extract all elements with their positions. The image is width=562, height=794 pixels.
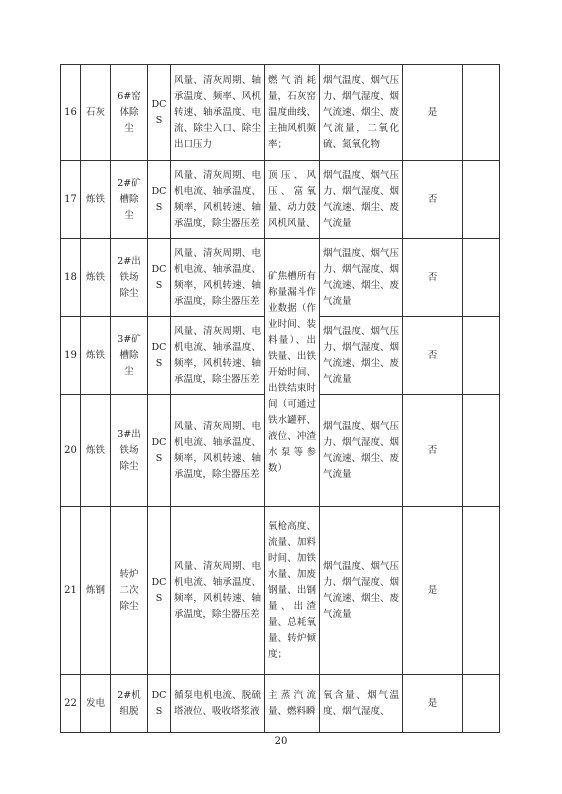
row-number: 21	[61, 507, 81, 675]
system-cell: DC S	[148, 395, 171, 507]
params-cell: 风量、清灰周期、轴承温度、频率、风机转速、轴承温度、电流、除尘入口、除尘出口压力	[171, 65, 265, 161]
params-cell: 风量、清灰周期、电机电流、轴承温度、频率，风机转速、轴承温度，除尘器压差	[171, 395, 265, 507]
params-cell: 风量、清灰周期、电机电流、轴承温度、频率，风机转速、轴承温度，除尘器压差	[171, 507, 265, 675]
monitoring-table	[60, 64, 500, 733]
process-cell-merged: 矿焦槽所有称量漏斗作业数据（作业时间、装料量）、出铁量、出铁开始时间、出铁结束时间（可通过铁水罐秤、液位、冲渣水泵等参数）	[265, 239, 320, 507]
params-cell: 风量、清灰周期、电机电流、轴承温度、频率，风机转速、轴承温度，除尘器压差	[171, 239, 265, 317]
industry-cell: 炼铁	[81, 161, 111, 239]
emission-cell: 烟气温度、烟气压力、烟气湿度、烟气流速、烟尘、废气流量	[320, 317, 403, 395]
system-cell: DC S	[148, 675, 171, 733]
facility-cell: 2#机 组脱	[111, 675, 148, 733]
row-number: 20	[61, 395, 81, 507]
facility-cell: 3#出 铁场 除尘	[111, 395, 148, 507]
industry-cell: 炼铁	[81, 239, 111, 317]
process-cell: 氧枪高度、流量、加料时间、加铁水量、加废钢量、出钢量、出渣量、总耗氧量、转炉倾度；	[265, 507, 320, 675]
facility-cell: 3#矿 槽除 尘	[111, 317, 148, 395]
process-cell: 主蒸汽流量、燃料瞬	[265, 675, 320, 733]
system-cell: DC S	[148, 161, 171, 239]
flag-cell: 是	[403, 675, 463, 733]
empty-cell	[463, 317, 500, 395]
page-number: 20	[274, 736, 288, 747]
system-cell: DC S	[148, 317, 171, 395]
row-number: 19	[61, 317, 81, 395]
row-number: 18	[61, 239, 81, 317]
table-row	[61, 239, 500, 317]
table-row	[61, 507, 500, 675]
empty-cell	[463, 65, 500, 161]
industry-cell: 发电	[81, 675, 111, 733]
system-cell: DC S	[148, 65, 171, 161]
row-number: 17	[61, 161, 81, 239]
facility-cell: 2#出 铁场 除尘	[111, 239, 148, 317]
emission-cell: 烟气温度、烟气压力、烟气湿度、烟气流速、烟尘、废气流量	[320, 507, 403, 675]
system-cell: DC S	[148, 239, 171, 317]
industry-cell: 石灰	[81, 65, 111, 161]
flag-cell: 是	[403, 65, 463, 161]
flag-cell: 是	[403, 507, 463, 675]
empty-cell	[463, 675, 500, 733]
params-cell: 循泵电机电流、脱硫塔液位、吸收塔浆液	[171, 675, 265, 733]
empty-cell	[463, 239, 500, 317]
industry-cell: 炼铁	[81, 317, 111, 395]
flag-cell: 否	[403, 161, 463, 239]
row-number: 22	[61, 675, 81, 733]
system-cell: DC S	[148, 507, 171, 675]
empty-cell	[463, 395, 500, 507]
process-cell: 燃气消耗量，石灰窑温度曲线、主抽风机频率；	[265, 65, 320, 161]
process-cell: 顶压、风压、富氧量、动力鼓风机风量、	[265, 161, 320, 239]
empty-cell	[463, 507, 500, 675]
industry-cell: 炼钢	[81, 507, 111, 675]
flag-cell: 否	[403, 317, 463, 395]
facility-cell: 2#矿 槽除 尘	[111, 161, 148, 239]
facility-cell: 6#窑 体除 尘	[111, 65, 148, 161]
table-row	[61, 65, 500, 161]
emission-cell: 烟气温度、烟气压力、烟气湿度、烟气流速、烟尘、废气流量	[320, 161, 403, 239]
row-number: 16	[61, 65, 81, 161]
table-row	[61, 161, 500, 239]
emission-cell: 烟气温度、烟气压力、烟气湿度、烟气流速、烟尘、废气流量	[320, 239, 403, 317]
params-cell: 风量、清灰周期、电机电流、轴承温度、频率，风机转速、轴承温度，除尘器压差	[171, 161, 265, 239]
empty-cell	[463, 161, 500, 239]
table-row	[61, 675, 500, 733]
emission-cell: 烟气温度、烟气压力、烟气湿度、烟气流速、烟尘、废气流量	[320, 395, 403, 507]
industry-cell: 炼铁	[81, 395, 111, 507]
facility-cell: 转炉 二次 除尘	[111, 507, 148, 675]
flag-cell: 否	[403, 395, 463, 507]
emission-cell: 氧含量、烟气温度、烟气湿度、	[320, 675, 403, 733]
params-cell: 风量、清灰周期、电机电流、轴承温度、频率，风机转速、轴承温度，除尘器压差	[171, 317, 265, 395]
emission-cell: 烟气温度、烟气压力、烟气湿度、烟气流速、烟尘、废气流量，二氧化硫、氮氧化物	[320, 65, 403, 161]
flag-cell: 否	[403, 239, 463, 317]
